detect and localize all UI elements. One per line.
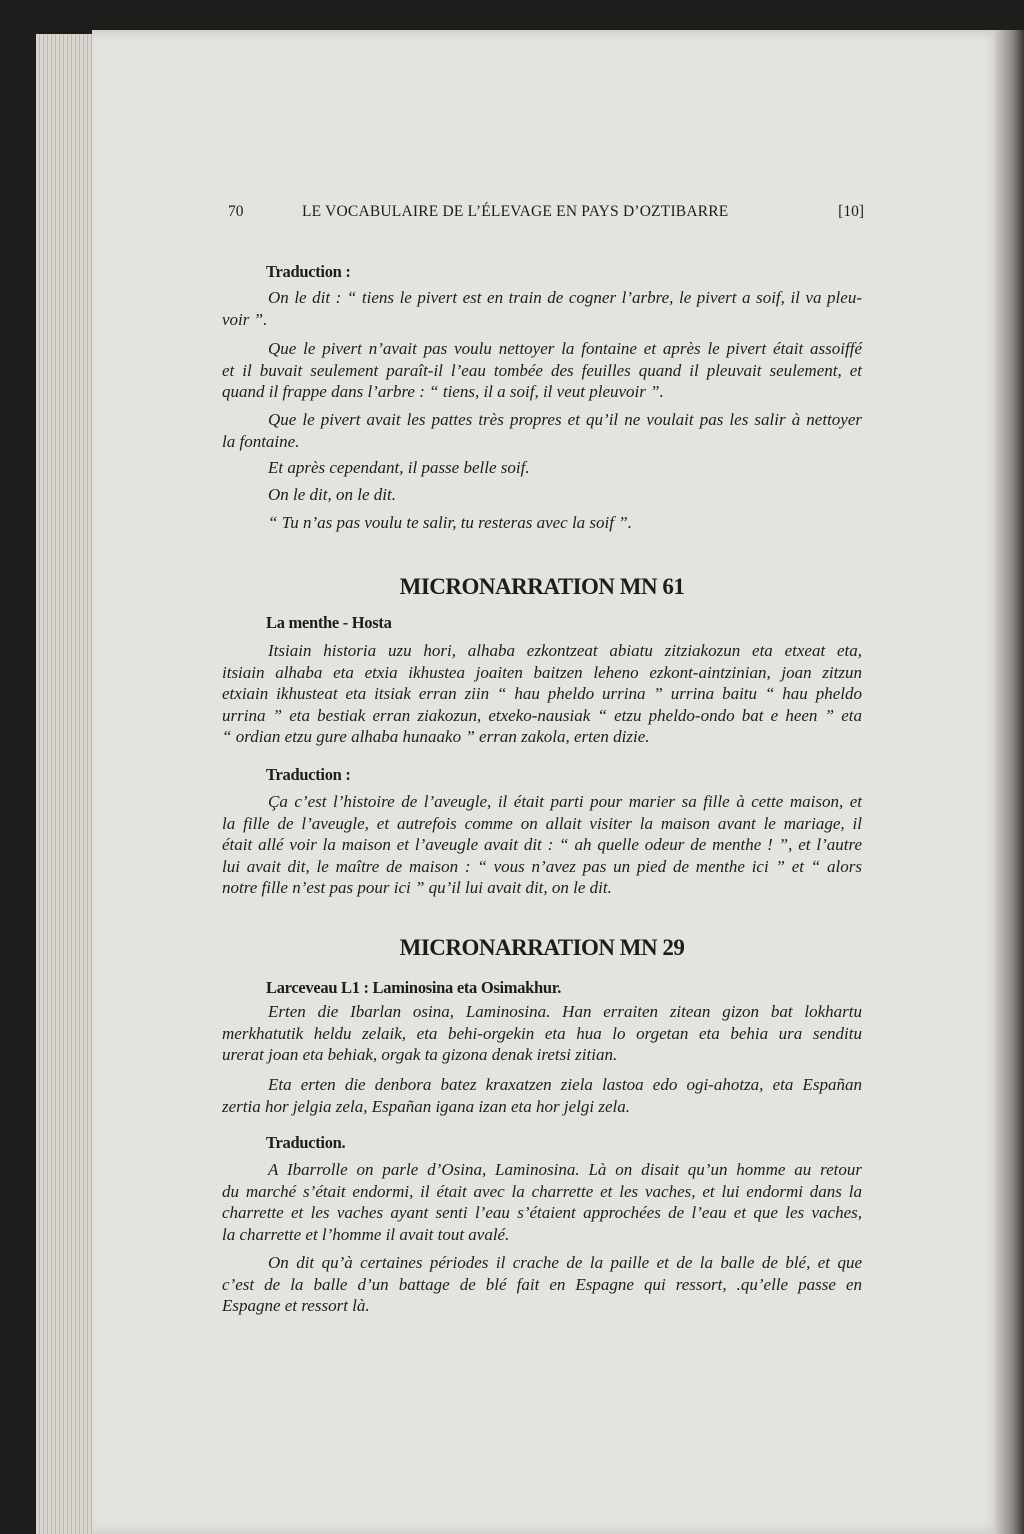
paragraph-line: etxiain ikhusteat eta itsiak erran ziin “ hau pheldo urrina ” urrina baitu “ hau pheldo (222, 684, 862, 703)
page-number: 70 (228, 203, 244, 220)
subheading: Traduction : (266, 765, 351, 784)
paragraph-line: voir ”. (222, 309, 268, 329)
paragraph-line: Eta erten die denbora batez kraxatzen ziela lastoa edo ogi-ahotza, eta Españan (268, 1075, 862, 1094)
paragraph-line: lui avait dit, le maître de maison : “ vous n’avez pas un pied de menthe ici ” et “ alors (222, 856, 862, 876)
paragraph-line: On dit qu’à certaines périodes il crache de la paille et de la balle de blé, et que (268, 1253, 862, 1272)
paragraph (222, 484, 862, 506)
paragraph-line: On le dit : “ tiens le pivert est en train de cogner l’arbre, le pivert a soif, il va pleu- (268, 288, 862, 307)
paragraph-line: “ ordian etzu gure alhaba hunaako ” erran zakola, erten dizie. (222, 727, 650, 746)
paragraph-line: du marché s’était endormi, il était avec la charrette et les vaches, et lui endormi dans la (222, 1181, 862, 1201)
paragraph-line: merkhatutik heldu zelaik, eta behi-orgekin eta hua lo orgetan eta behia ura senditu (222, 1023, 862, 1043)
paragraph-line: Que le pivert n’avait pas voulu nettoyer la fontaine et après le pivert était assoiffé (268, 339, 862, 358)
paragraph-line: la charrette et l’homme il avait tout avalé. (222, 1224, 510, 1244)
paragraph-line: itsiain alhaba eta etxia ikhustea joaiten baitzen leheno ezkont-aintzinian, joan zitzun (222, 662, 862, 682)
paragraph (222, 1159, 862, 1245)
paragraph-line: Erten die Ibarlan osina, Laminosina. Han erraiten zitean gizon bat lokhartu (268, 1002, 862, 1021)
paragraph-line: A Ibarrolle on parle d’Osina, Laminosina. Là on disait qu’un homme au retour (268, 1160, 862, 1179)
subheading: Traduction. (266, 1133, 346, 1152)
paragraph-line: c’est de la balle d’un battage de blé fait en Espagne qui ressort, .qu’elle passe en (222, 1274, 862, 1294)
subheading: Traduction : (266, 262, 351, 281)
paragraph (222, 338, 862, 403)
paragraph (222, 512, 862, 534)
paragraph-line: Ça c’est l’histoire de l’aveugle, il était parti pour marier sa fille à cette maison, et (268, 792, 862, 811)
subheading: Larceveau L1 : Laminosina eta Osimakhur. (266, 978, 562, 997)
paragraph-line: urrina ” eta bestiak erran ziakozun, etxeko-nausiak “ etzu pheldo-ondo bat e heen ” eta (222, 705, 862, 725)
running-header (222, 201, 864, 223)
paragraph-line: la fontaine. (222, 431, 300, 451)
paragraph-line: Que le pivert avait les pattes très propres et qu’il ne voulait pas les salir à nettoyer (268, 410, 862, 429)
paragraph-line: Itsiain historia uzu hori, alhaba ezkontzeat abiatu zitziakozun eta etxeat eta, (268, 641, 862, 660)
paragraph-line: et il buvait seulement paraît-il l’eau tombée des feuilles quand il pleuvait seulement, et (222, 360, 862, 380)
paragraph (222, 1074, 862, 1117)
paragraph (222, 287, 862, 330)
paragraph-line: Espagne et ressort là. (222, 1296, 370, 1315)
paragraph-line: urerat joan eta behiak, orgak ta gizona denak iretsi zitian. (222, 1045, 618, 1064)
paragraph (222, 1001, 862, 1066)
section-marker: [10] (838, 203, 864, 220)
section-heading: MICRONARRATION MN 61 (399, 574, 685, 599)
paragraph (222, 1252, 862, 1317)
book-gutter (995, 30, 1024, 1534)
paragraph-line: Et après cependant, il passe belle soif. (268, 458, 530, 477)
paragraph-line: On le dit, on le dit. (268, 485, 396, 504)
section-heading: MICRONARRATION MN 29 (399, 935, 685, 960)
paragraph-line: “ Tu n’as pas voulu te salir, tu resteras avec la soif ”. (268, 513, 632, 532)
running-title: LE VOCABULAIRE DE L’ÉLEVAGE EN PAYS D’OZTIBARRE (302, 203, 729, 220)
paragraph-line: quand il frappe dans l’arbre : “ tiens, il a soif, il veut pleuvoir ”. (222, 382, 664, 401)
paragraph (222, 640, 862, 748)
paragraph-line: notre fille n’est pas pour ici ” qu’il lui avait dit, on le dit. (222, 878, 612, 897)
paragraph (222, 457, 862, 479)
paragraph-line: la fille de l’aveugle, et autrefois comme on allait visiter la maison avant le mariage, il (222, 813, 862, 833)
paragraph-line: était allé voir la maison et l’aveugle avait dit : “ ah quelle odeur de menthe ! ”, et l’autre (222, 835, 862, 854)
paragraph (222, 409, 862, 452)
paragraph-line: zertia hor jelgia zela, Españan igana izan eta hor jelgi zela. (222, 1096, 630, 1116)
paragraph-line: charrette et les vaches ayant senti l’eau s’étaient approchées de l’eau et que les vaches, (222, 1203, 862, 1222)
subheading: La menthe - Hosta (266, 613, 392, 632)
paragraph (222, 791, 862, 899)
